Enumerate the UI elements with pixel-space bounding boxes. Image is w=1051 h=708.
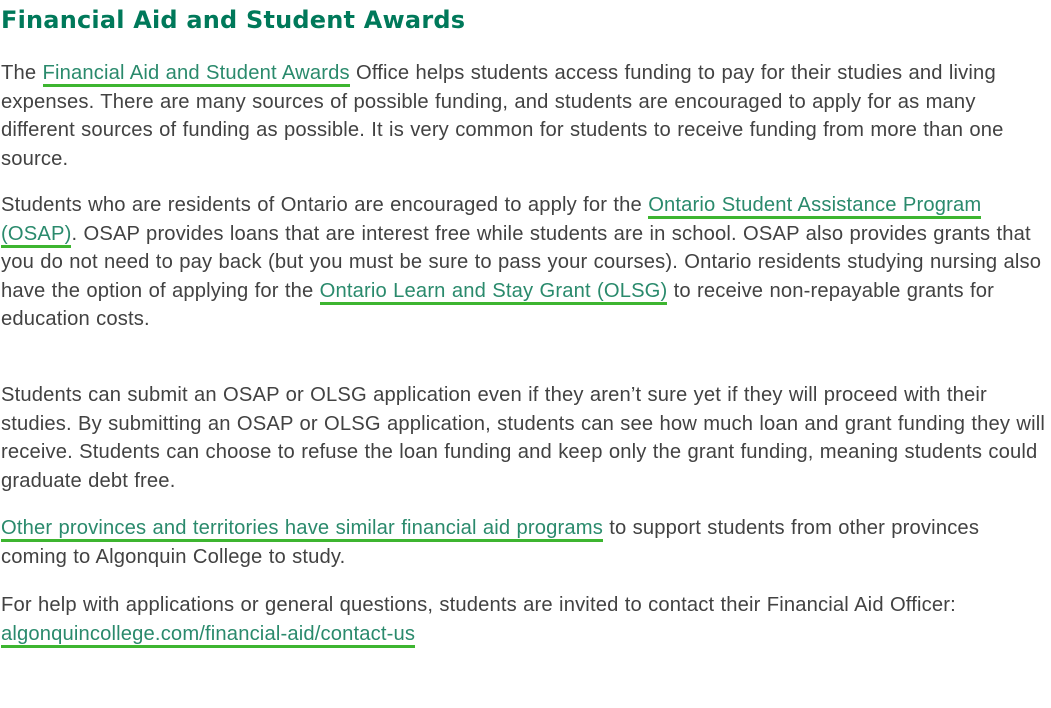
paragraph-text: Office helps students access funding to pay for their studies and living expenses. There are many sources of possible funding, and students are encouraged to apply for as many different sources of funding as possible. It is very common for students to receive funding from more than one source.	[1, 62, 1004, 170]
paragraph-osap	[1, 191, 1049, 334]
paragraph-text: . OSAP provides loans that are interest free while students are in school. OSAP also provides grants that you do not need to pay back (but you must be sure to pass your courses). Ontario residents studying nursing also have the option of applying for the	[1, 222, 1042, 302]
paragraph-text: to receive non-repayable grants for education costs.	[1, 279, 994, 331]
financial-aid-office-link[interactable]: Financial Aid and Student Awards	[43, 62, 350, 87]
paragraph-text: The	[1, 62, 43, 84]
page-title: Financial Aid and Student Awards	[1, 6, 466, 34]
contact-us-link[interactable]: algonquincollege.com/financial-aid/contact-us	[1, 623, 415, 648]
paragraph-contact	[1, 591, 1049, 648]
paragraph-text: to support students from other provinces coming to Algonquin College to study.	[1, 517, 980, 568]
paragraph-text: Students can submit an OSAP or OLSG application even if they aren’t sure yet if they will proceed with their studies. By submitting an OSAP or OLSG application, students can see how much loan and grant funding they will receive. Students can choose to refuse the loan funding and keep only the grant funding, meaning students could graduate debt free.	[1, 384, 1046, 492]
paragraph-other-provinces	[1, 514, 1049, 571]
paragraph-text: Students who are residents of Ontario are encouraged to apply for the	[1, 194, 649, 216]
paragraph-text: For help with applications or general questions, students are invited to contact their Financial Aid Officer:	[1, 594, 956, 616]
paragraph-intro	[1, 59, 1049, 173]
olsg-link[interactable]: Ontario Learn and Stay Grant (OLSG)	[320, 280, 668, 305]
osap-link[interactable]: Ontario Student Assistance Program (OSAP)	[1, 194, 981, 248]
other-provinces-link[interactable]: Other provinces and territories have similar financial aid programs	[1, 517, 603, 542]
paragraph-application	[1, 381, 1049, 495]
